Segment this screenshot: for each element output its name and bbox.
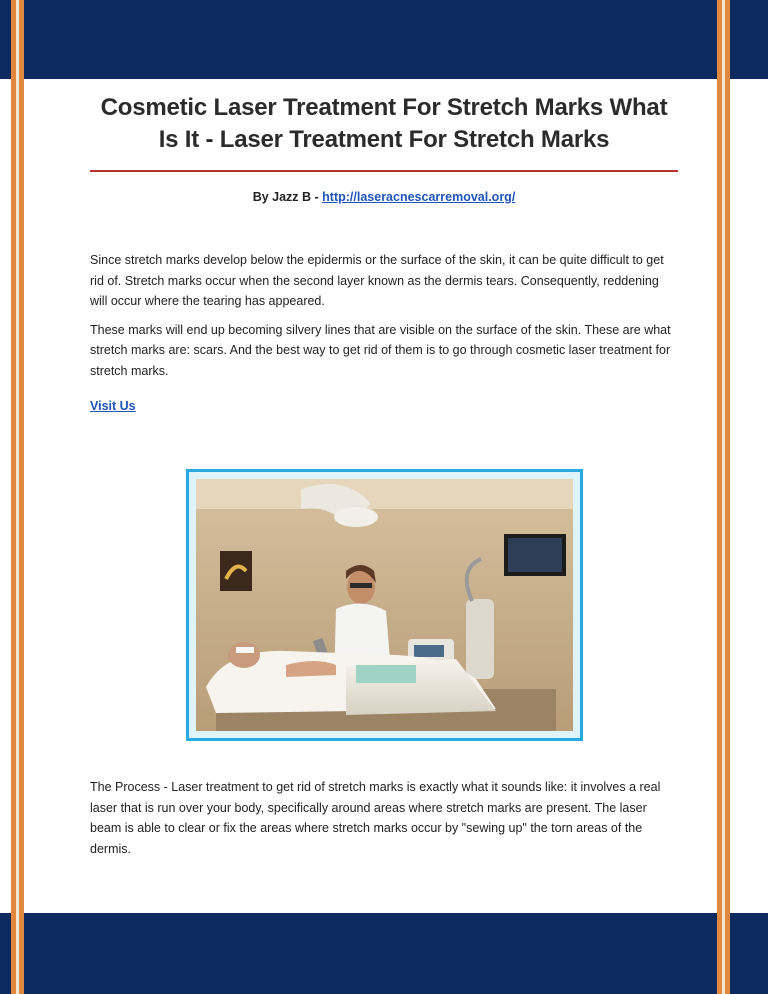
title-divider [90, 170, 678, 172]
left-border-stripe-2 [19, 0, 24, 994]
visit-us-link-wrap [90, 399, 678, 413]
photo-mat [189, 472, 580, 738]
clinic-photo-illustration [196, 479, 573, 731]
title-line-2: Is It - Laser Treatment For Stretch Marks [158, 126, 610, 153]
byline-author: By Jazz B - [252, 190, 323, 204]
title-line-1: Cosmetic Laser Treatment For Stretch Marks What [100, 94, 668, 121]
paragraph-2: These marks will end up becoming silvery lines that are visible on the surface of the skin. These are what stretch marks are: scars. And the best way to get rid of them is to go through cosmetic laser treatment for stretch marks. [90, 322, 671, 378]
paragraph-1: Since stretch marks develop below the epidermis or the surface of the skin, it can be quite difficult to get rid of. Stretch marks occur when the second layer known as the dermis tears. Consequently, reddening will occur where the tearing has appeared. [90, 253, 664, 308]
byline-link[interactable]: http://laseracnescarremoval.org/ [322, 190, 516, 204]
right-border-stripe-2 [725, 0, 730, 994]
visit-us-link[interactable]: Visit Us [90, 399, 136, 413]
byline [90, 190, 678, 204]
treatment-photo [186, 469, 583, 741]
footer-band [0, 913, 768, 994]
article [90, 92, 678, 413]
page-title [90, 92, 678, 156]
header-band [0, 0, 768, 79]
paragraph-3: The Process - Laser treatment to get rid of stretch marks is exactly what it sounds like: it involves a real laser that is run over your body, specifically around areas where stretch marks are present. The laser beam is able to clear or fix the areas where stretch marks occur by "sewing up" the torn areas of the dermis. [90, 780, 661, 856]
